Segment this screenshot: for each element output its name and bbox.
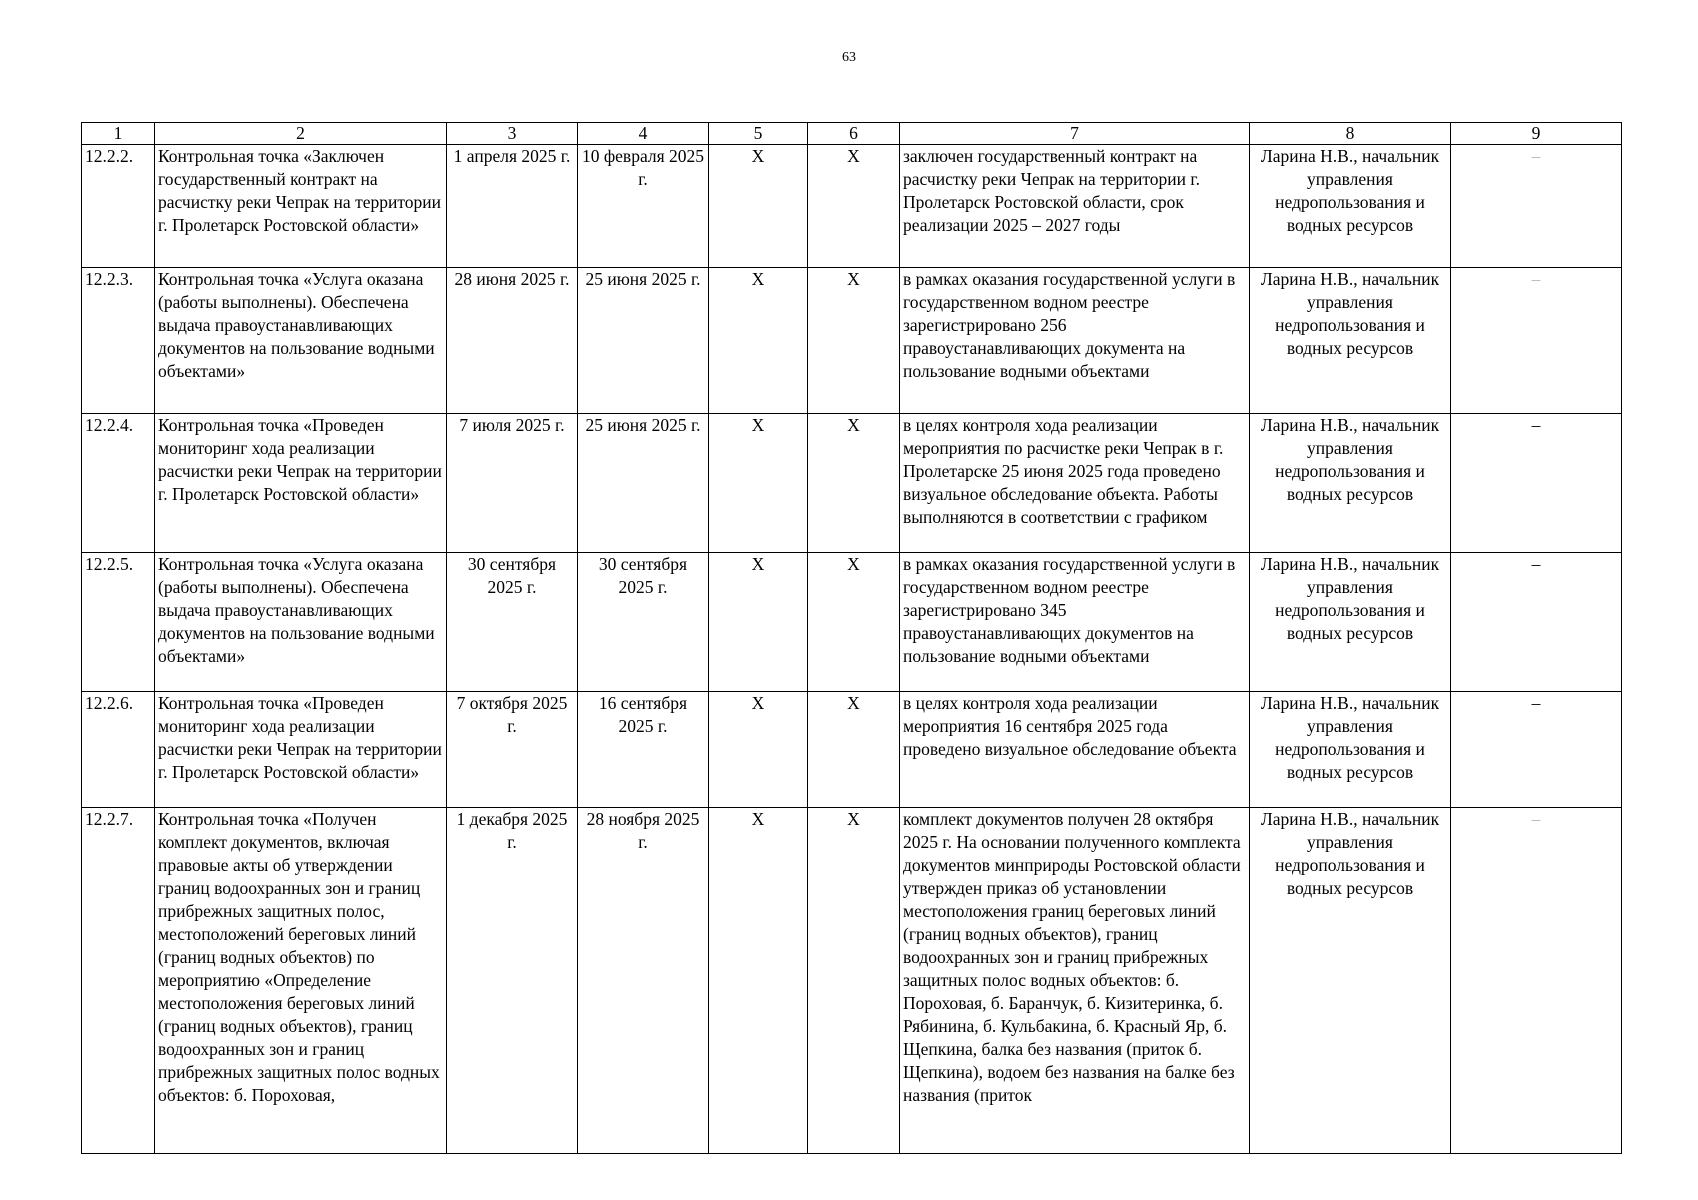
header-col-9: 9 xyxy=(1451,123,1622,145)
row-number: 12.2.4. xyxy=(82,414,155,553)
row-name: Контрольная точка «Получен комплект документов, включая правовые акты об утверждении границ водоохранных зон и границ прибрежных защитных полос, местоположений береговых линий (границ водных объектов) по мероприятию «Определение местоположения береговых линий (границ водных объектов), границ водоохранных зон и границ прибрежных защитных полос водных объектов: б. Пороховая, xyxy=(155,808,447,1154)
table-row xyxy=(82,145,1622,268)
row-note: – xyxy=(1451,145,1622,268)
row-number: 12.2.6. xyxy=(82,692,155,808)
table-row xyxy=(82,808,1622,1154)
row-fact-date: 28 ноября 2025 г. xyxy=(578,808,709,1154)
row-name: Контрольная точка «Проведен мониторинг хода реализации расчистки реки Чепрак на территории г. Пролетарск Ростовской области» xyxy=(155,414,447,553)
row-note: – xyxy=(1451,414,1622,553)
row-note: – xyxy=(1451,268,1622,414)
table-row xyxy=(82,414,1622,553)
row-number: 12.2.5. xyxy=(82,553,155,692)
row-fact-date: 30 сентября 2025 г. xyxy=(578,553,709,692)
row-plan-date: 7 октября 2025 г. xyxy=(447,692,578,808)
row-col5: Х xyxy=(709,692,808,808)
control-points-table xyxy=(81,122,1622,1154)
row-responsible: Ларина Н.В., начальник управления недропользования и водных ресурсов xyxy=(1250,145,1451,268)
row-col5: Х xyxy=(709,553,808,692)
row-name: Контрольная точка «Проведен мониторинг хода реализации расчистки реки Чепрак на территории г. Пролетарск Ростовской области» xyxy=(155,692,447,808)
row-responsible: Ларина Н.В., начальник управления недропользования и водных ресурсов xyxy=(1250,808,1451,1154)
row-plan-date: 30 сентября 2025 г. xyxy=(447,553,578,692)
row-col6: Х xyxy=(808,692,900,808)
row-number: 12.2.7. xyxy=(82,808,155,1154)
row-responsible: Ларина Н.В., начальник управления недропользования и водных ресурсов xyxy=(1250,692,1451,808)
row-fact-date: 10 февраля 2025 г. xyxy=(578,145,709,268)
row-name: Контрольная точка «Заключен государственный контракт на расчистку реки Чепрак на территории г. Пролетарск Ростовской области» xyxy=(155,145,447,268)
row-note: – xyxy=(1451,692,1622,808)
table-row xyxy=(82,692,1622,808)
row-col5: Х xyxy=(709,145,808,268)
header-col-5: 5 xyxy=(709,123,808,145)
header-col-3: 3 xyxy=(447,123,578,145)
row-number: 12.2.3. xyxy=(82,268,155,414)
row-result: в целях контроля хода реализации мероприятия 16 сентября 2025 года проведено визуальное обследование объекта xyxy=(900,692,1250,808)
table-header-row xyxy=(82,123,1622,145)
row-result: заключен государственный контракт на расчистку реки Чепрак на территории г. Пролетарск Ростовской области, срок реализации 2025 – 2027 годы xyxy=(900,145,1250,268)
header-col-6: 6 xyxy=(808,123,900,145)
header-col-8: 8 xyxy=(1250,123,1451,145)
row-col6: Х xyxy=(808,268,900,414)
row-col5: Х xyxy=(709,414,808,553)
header-col-4: 4 xyxy=(578,123,709,145)
row-plan-date: 1 декабря 2025 г. xyxy=(447,808,578,1154)
row-result: в целях контроля хода реализации мероприятия по расчистке реки Чепрак в г. Пролетарске 25 июня 2025 года проведено визуальное обследование объекта. Работы выполняются в соответствии с графиком xyxy=(900,414,1250,553)
row-plan-date: 7 июля 2025 г. xyxy=(447,414,578,553)
page-number: 63 xyxy=(842,50,856,65)
table-row xyxy=(82,268,1622,414)
row-number: 12.2.2. xyxy=(82,145,155,268)
row-col5: Х xyxy=(709,808,808,1154)
header-col-2: 2 xyxy=(155,123,447,145)
row-plan-date: 28 июня 2025 г. xyxy=(447,268,578,414)
row-fact-date: 25 июня 2025 г. xyxy=(578,414,709,553)
row-name: Контрольная точка «Услуга оказана (работы выполнены). Обеспечена выдача правоустанавливающих документов на пользование водными объектами» xyxy=(155,553,447,692)
row-col6: Х xyxy=(808,553,900,692)
table-row xyxy=(82,553,1622,692)
row-result: комплект документов получен 28 октября 2025 г. На основании полученного комплекта документов минприроды Ростовской области утвержден приказ об установлении местоположения границ береговых линий (границ водных объектов), границ водоохранных зон и границ прибрежных защитных полос водных объектов: б. Пороховая, б. Баранчук, б. Кизитеринка, б. Рябинина, б. Кульбакина, б. Красный Яр, б. Щепкина, балка без названия (приток б. Щепкина), водоем без названия на балке без названия (приток xyxy=(900,808,1250,1154)
row-result: в рамках оказания государственной услуги в государственном водном реестре зарегистрировано 345 правоустанавливающих документов на пользование водными объектами xyxy=(900,553,1250,692)
header-col-1: 1 xyxy=(82,123,155,145)
row-result: в рамках оказания государственной услуги в государственном водном реестре зарегистрировано 256 правоустанавливающих документа на пользование водными объектами xyxy=(900,268,1250,414)
header-col-7: 7 xyxy=(900,123,1250,145)
row-col6: Х xyxy=(808,808,900,1154)
row-responsible: Ларина Н.В., начальник управления недропользования и водных ресурсов xyxy=(1250,414,1451,553)
row-note: – xyxy=(1451,553,1622,692)
row-fact-date: 16 сентября 2025 г. xyxy=(578,692,709,808)
row-name: Контрольная точка «Услуга оказана (работы выполнены). Обеспечена выдача правоустанавливающих документов на пользование водными объектами» xyxy=(155,268,447,414)
row-fact-date: 25 июня 2025 г. xyxy=(578,268,709,414)
row-plan-date: 1 апреля 2025 г. xyxy=(447,145,578,268)
row-col5: Х xyxy=(709,268,808,414)
row-col6: Х xyxy=(808,145,900,268)
row-col6: Х xyxy=(808,414,900,553)
row-responsible: Ларина Н.В., начальник управления недропользования и водных ресурсов xyxy=(1250,268,1451,414)
row-responsible: Ларина Н.В., начальник управления недропользования и водных ресурсов xyxy=(1250,553,1451,692)
row-note: – xyxy=(1451,808,1622,1154)
